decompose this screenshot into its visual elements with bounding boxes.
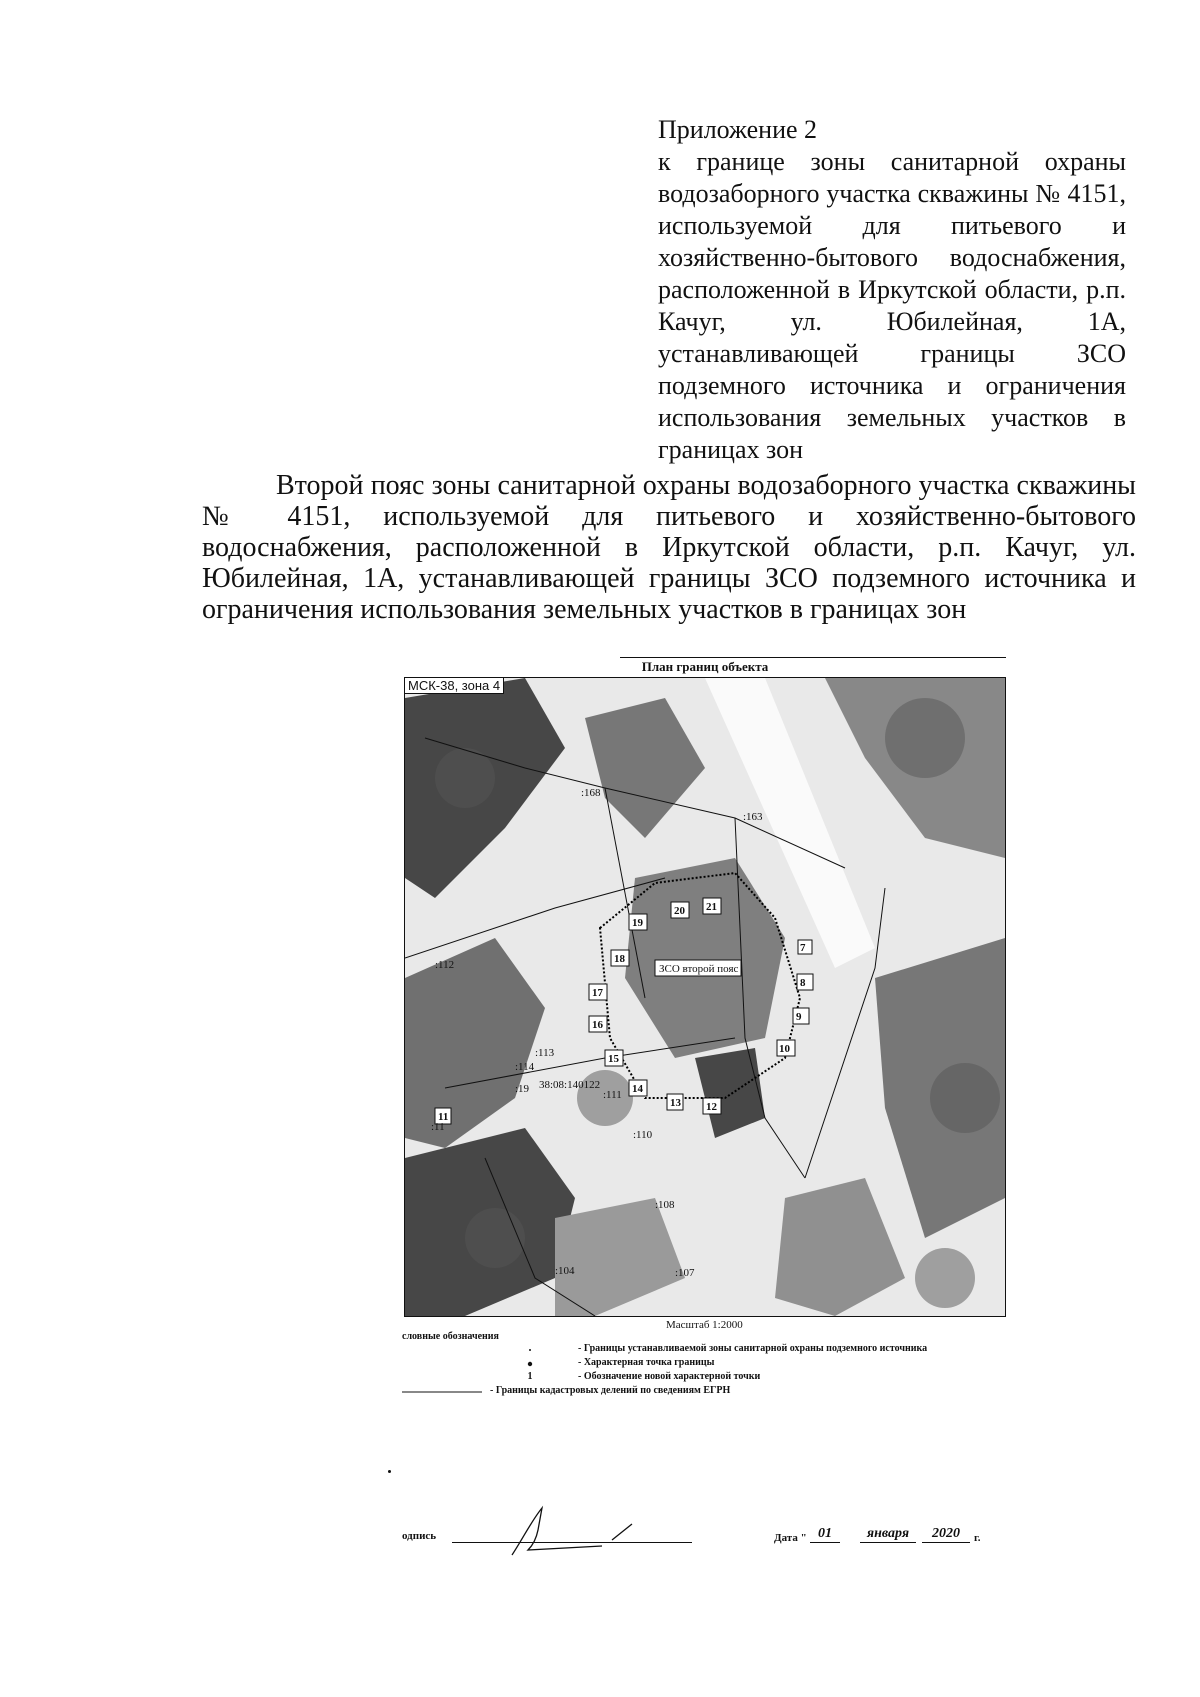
- point-label: 19: [632, 917, 643, 929]
- legend-item-text: - Границы кадастровых делений по сведениям ЕГРН: [490, 1385, 731, 1396]
- point-label: 9: [796, 1011, 802, 1023]
- map-title: План границ объекта: [641, 659, 769, 674]
- cadastral-block-label: 38:08:140122: [539, 1079, 601, 1091]
- parcel-label: :104: [555, 1265, 575, 1277]
- parcel-label: :112: [435, 959, 455, 971]
- map-scale: Масштаб 1:2000: [666, 1319, 743, 1331]
- legend-item-text: - Обозначение новой характерной точки: [578, 1371, 761, 1382]
- parcel-label: :163: [743, 811, 763, 823]
- aerial-map-image: [405, 678, 1005, 1316]
- handwritten-signature: [462, 1500, 662, 1560]
- point-label: 7: [800, 942, 806, 954]
- legend-item-text: - Характерная точка границы: [578, 1357, 715, 1368]
- date-label: Дата ": [774, 1532, 807, 1544]
- legend-item-text: - Границы устанавливаемой зоны санитарной охраны подземного источника: [578, 1343, 928, 1354]
- line-icon: [402, 1385, 482, 1399]
- appendix-body: к границе зоны санитарной охраны водозаборного участка скважины № 4151, используемой для питьевого и хозяйственно-бытового водоснабжения, расположенной в Иркутской области, р.п. Качуг, ул. Юбилейная, 1А, устанавливающей границы ЗСО подземного источника и ограничения использования земельных участков в границах зон: [658, 147, 1126, 464]
- point-label: 17: [592, 987, 603, 999]
- appendix-title: Приложение 2: [658, 115, 818, 144]
- parcel-label: :110: [633, 1129, 653, 1141]
- date-year: 2020: [922, 1526, 970, 1543]
- point-label: 15: [608, 1053, 619, 1065]
- legend-title: словные обозначения: [402, 1331, 499, 1342]
- parcel-label: :114: [515, 1061, 535, 1073]
- point-label: 8: [800, 977, 806, 989]
- point-label: 20: [674, 905, 685, 917]
- point-label: 16: [592, 1019, 603, 1031]
- point-label: 13: [670, 1097, 681, 1109]
- date-month: января: [860, 1526, 916, 1543]
- point-label: 21: [706, 901, 717, 913]
- appendix-header: [658, 114, 1126, 466]
- zone-label: ЗСО второй пояс: [659, 963, 739, 975]
- parcel-label: :108: [655, 1199, 675, 1211]
- signature-block: [402, 1500, 1022, 1560]
- parcel-label: :113: [535, 1047, 555, 1059]
- parcel-label: :111: [603, 1089, 622, 1101]
- stray-mark: [388, 1470, 391, 1473]
- dot-small-icon: [490, 1343, 570, 1357]
- point-label: 10: [779, 1043, 790, 1055]
- intro-paragraph: Второй пояс зоны санитарной охраны водозаборного участка скважины № 4151, используемой для питьевого и хозяйственно-бытового водоснабжения, расположенной в Иркутской области, р.п. Качуг, ул. Юбилейная, 1А, устанавливающей границы ЗСО подземного источника и ограничения использования земельных участков в границах зон: [202, 470, 1136, 625]
- date-suffix: г.: [974, 1532, 981, 1544]
- parcel-label: :11: [431, 1121, 445, 1133]
- map-block: [402, 655, 1008, 1459]
- date-day: 01: [810, 1526, 840, 1543]
- map-title-rule: [620, 657, 1006, 658]
- crs-label: МСК-38, зона 4: [405, 678, 504, 694]
- point-label: 18: [614, 953, 625, 965]
- signature-label: одпись: [402, 1530, 437, 1542]
- dot-icon: [490, 1357, 570, 1371]
- parcel-label: :19: [515, 1083, 530, 1095]
- parcel-label: :168: [581, 787, 601, 799]
- point-label: 11: [438, 1111, 449, 1123]
- point-number-symbol: 1: [527, 1371, 533, 1382]
- map-frame: [404, 677, 1006, 1317]
- point-label: 12: [706, 1101, 717, 1113]
- parcel-label: :107: [675, 1267, 695, 1279]
- point-label: 14: [632, 1083, 643, 1095]
